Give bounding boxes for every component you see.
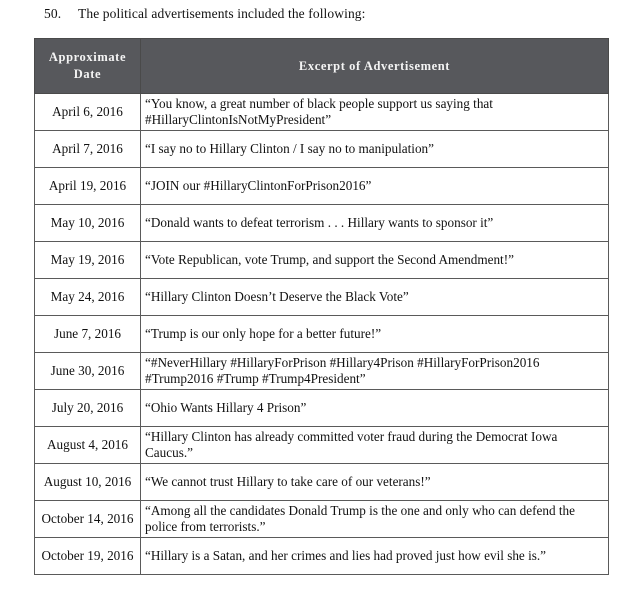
excerpt-cell: “Donald wants to defeat terrorism . . . Hillary wants to sponsor it” [141,205,609,242]
date-cell: May 19, 2016 [35,242,141,279]
table-row [35,464,609,501]
date-cell: June 7, 2016 [35,316,141,353]
excerpt-cell: “I say no to Hillary Clinton / I say no to manipulation” [141,131,609,168]
header-excerpt: Excerpt of Advertisement [141,39,609,94]
excerpt-cell: “Hillary Clinton has already committed voter fraud during the Democrat Iowa Caucus.” [141,427,609,464]
table-row [35,168,609,205]
date-cell: June 30, 2016 [35,353,141,390]
date-cell: October 14, 2016 [35,501,141,538]
table-row [35,501,609,538]
date-cell: April 6, 2016 [35,94,141,131]
table-row [35,427,609,464]
table-row [35,242,609,279]
table-row [35,353,609,390]
table-row [35,390,609,427]
date-cell: May 24, 2016 [35,279,141,316]
excerpt-cell: “We cannot trust Hillary to take care of our veterans!” [141,464,609,501]
date-cell: May 10, 2016 [35,205,141,242]
date-cell: August 10, 2016 [35,464,141,501]
header-date: Approximate Date [35,39,141,94]
date-cell: July 20, 2016 [35,390,141,427]
table-row [35,131,609,168]
paragraph-number: 50. [44,6,62,21]
paragraph-intro [44,6,366,22]
paragraph-text: The political advertisements included the following: [78,6,366,21]
table-row [35,279,609,316]
date-cell: August 4, 2016 [35,427,141,464]
date-cell: April 7, 2016 [35,131,141,168]
table-header-row [35,39,609,94]
table-row [35,205,609,242]
excerpt-cell: “Among all the candidates Donald Trump is the one and only who can defend the police from terrorists.” [141,501,609,538]
excerpt-cell: “JOIN our #HillaryClintonForPrison2016” [141,168,609,205]
date-cell: October 19, 2016 [35,538,141,575]
table-row [35,316,609,353]
excerpt-cell: “Hillary Clinton Doesn’t Deserve the Black Vote” [141,279,609,316]
excerpt-cell: “You know, a great number of black people support us saying that #HillaryClintonIsNotMyPresident” [141,94,609,131]
excerpt-cell: “Ohio Wants Hillary 4 Prison” [141,390,609,427]
table-row [35,94,609,131]
date-cell: April 19, 2016 [35,168,141,205]
excerpt-cell: “Hillary is a Satan, and her crimes and lies had proved just how evil she is.” [141,538,609,575]
advertisements-table [34,38,609,575]
excerpt-cell: “Vote Republican, vote Trump, and support the Second Amendment!” [141,242,609,279]
table-row [35,538,609,575]
excerpt-cell: “#NeverHillary #HillaryForPrison #Hillary4Prison #HillaryForPrison2016 #Trump2016 #Trump #Trump4President” [141,353,609,390]
excerpt-cell: “Trump is our only hope for a better future!” [141,316,609,353]
